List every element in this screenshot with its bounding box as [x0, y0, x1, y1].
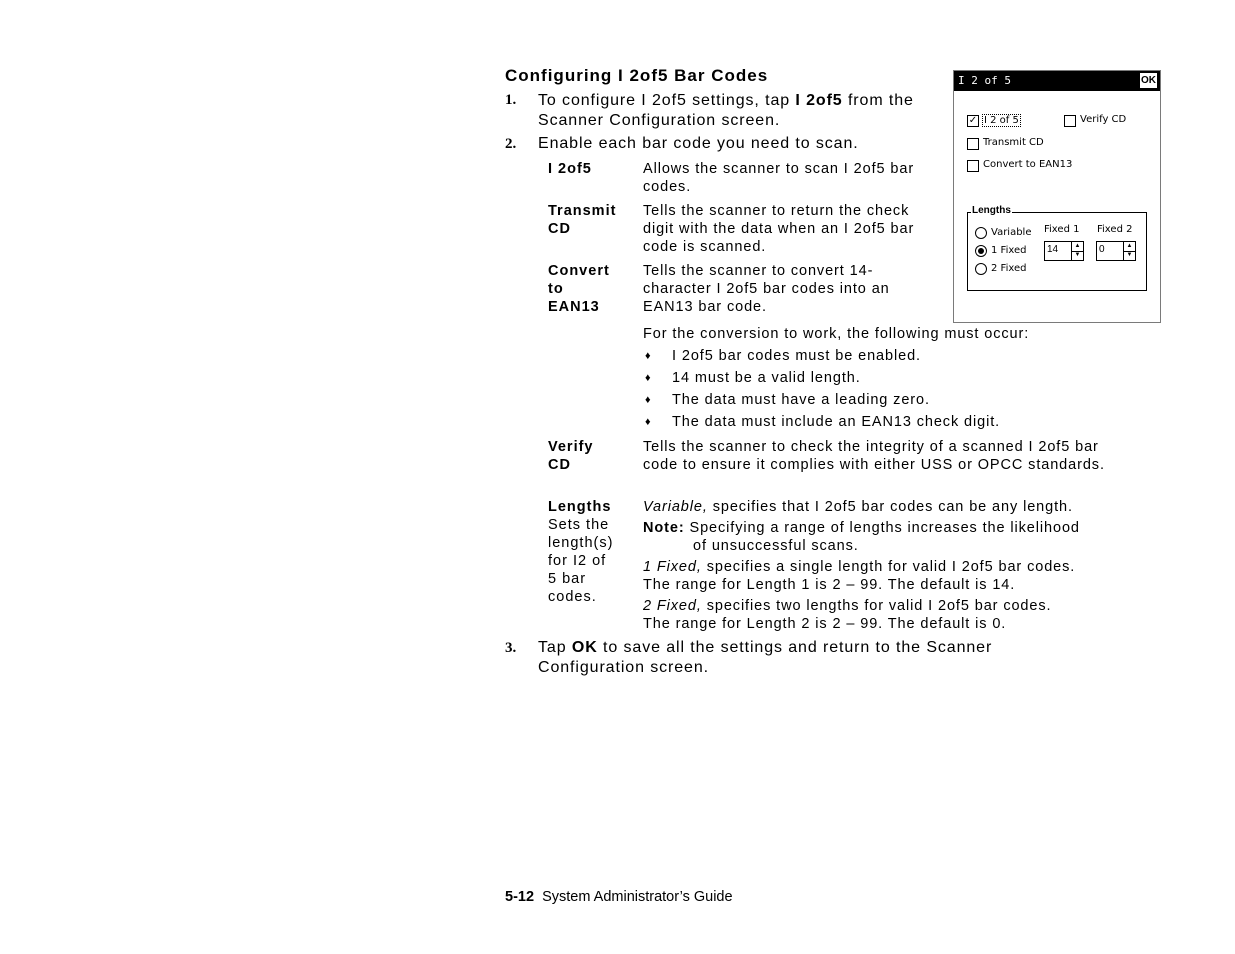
section-title: Configuring I 2of5 Bar Codes: [505, 66, 769, 85]
ok-button[interactable]: OK: [1141, 75, 1156, 86]
term-verify-line1: Verify: [548, 439, 594, 455]
transmit-cd-checkbox[interactable]: [967, 138, 979, 150]
desc-convert-ean13: Tells the scanner to convert 14-character I 2of5 bar codes into an EAN13 bar code.: [643, 263, 890, 315]
fixed1-text: specifies a single length for valid I 2of5 bar codes.: [701, 559, 1076, 575]
bullet-icon: ♦: [645, 394, 651, 406]
term-convert-line1: Convert: [548, 263, 610, 279]
fixed1-radio-label: 1 Fixed: [991, 245, 1027, 256]
fixed2-text: specifies two lengths for valid I 2of5 bar codes.: [701, 598, 1052, 614]
step-1-bold: I 2of5: [795, 92, 843, 109]
bullet-icon: ♦: [645, 350, 651, 362]
note-text: Specifying a range of lengths increases the likelihood: [689, 520, 1080, 536]
page-footer: [505, 889, 733, 905]
term-convert-line3: EAN13: [548, 299, 600, 315]
step-1-text-after: from the Scanner Configuration screen.: [538, 92, 914, 129]
term-transmit-line2: CD: [548, 221, 571, 237]
convert-ean13-checkbox[interactable]: [967, 160, 979, 172]
term-i2of5: I 2of5: [548, 161, 592, 177]
dialog-title-bar: [954, 71, 1160, 91]
term-convert-ean13: [548, 262, 610, 316]
transmit-cd-checkbox-label: Transmit CD: [983, 137, 1044, 148]
page-number: 5-12: [505, 889, 535, 905]
variable-radio-label: Variable: [991, 227, 1032, 238]
term-verify-line2: CD: [548, 457, 571, 473]
footer-text: System Administrator’s Guide: [542, 889, 733, 905]
fixed2-range: The range for Length 2 is 2 – 99. The default is 0.: [643, 616, 1007, 632]
radio-selected-dot: [978, 248, 984, 254]
bullet-item: The data must include an EAN13 check digit.: [672, 414, 1001, 430]
desc-transmit-cd: Tells the scanner to return the check digit with the data when an I 2of5 bar code is scanned.: [643, 203, 915, 255]
verify-cd-checkbox[interactable]: [1064, 115, 1076, 127]
step-2-number: 2.: [505, 136, 517, 152]
note-label: Note:: [643, 520, 685, 536]
bullet-item: 14 must be a valid length.: [672, 370, 861, 386]
desc-verify-cd: Tells the scanner to check the integrity of a scanned I 2of5 bar code to ensure it complies with either USS or OPCC standards.: [643, 439, 1105, 473]
fixed1-spin-buttons: [1071, 242, 1083, 260]
fixed1-radio[interactable]: [975, 245, 987, 257]
bullet-item: The data must have a leading zero.: [672, 392, 930, 408]
dialog-title: I 2 of 5: [958, 74, 1011, 87]
fixed1-term: 1 Fixed,: [643, 559, 702, 575]
conversion-intro: For the conversion to work, the following must occur:: [643, 326, 1030, 342]
note-lengths: [643, 519, 1080, 537]
desc-lengths-fixed2: [643, 597, 1051, 615]
spin-up-icon[interactable]: ▲: [1072, 242, 1083, 252]
fixed2-radio-label: 2 Fixed: [991, 263, 1027, 274]
bullet-icon: ♦: [645, 416, 651, 428]
fixed1-range: The range for Length 1 is 2 – 99. The default is 14.: [643, 577, 1016, 593]
step-3-number: 3.: [505, 640, 517, 656]
fixed1-label: Fixed 1: [1044, 224, 1080, 235]
i2of5-checkbox[interactable]: ✓: [968, 115, 978, 126]
fixed2-radio[interactable]: [975, 263, 987, 275]
lengths-group-label: Lengths: [972, 205, 1011, 216]
step-1-number: 1.: [505, 92, 517, 108]
term-lengths-sub: Sets the: [548, 517, 610, 533]
term-lengths-sub: length(s): [548, 535, 614, 551]
term-lengths: [548, 498, 633, 606]
variable-term: Variable,: [643, 499, 708, 515]
step-3-text-after: to save all the settings and return to the Scanner Configuration screen.: [538, 639, 993, 676]
term-lengths-sub: 5 bar: [548, 571, 587, 587]
step-1-text-before: To configure I 2of5 settings, tap: [538, 92, 796, 109]
step-1-text: [538, 91, 933, 131]
term-verify-cd: [548, 438, 594, 474]
term-transmit-cd: [548, 202, 616, 238]
term-lengths-title: Lengths: [548, 499, 612, 515]
term-lengths-sub: for I2 of: [548, 553, 607, 569]
step-3-text: [538, 638, 1068, 678]
term-transmit-line1: Transmit: [548, 203, 617, 219]
fixed2-label: Fixed 2: [1097, 224, 1133, 235]
fixed1-spinner[interactable]: [1044, 241, 1084, 261]
i2of5-checkbox-label: I 2 of 5: [984, 115, 1019, 126]
desc-lengths-fixed1: [643, 558, 1075, 576]
step-3-text-before: Tap: [538, 639, 572, 656]
step-3-bold: OK: [571, 639, 598, 656]
note-text-continued: of unsuccessful scans.: [693, 538, 859, 554]
variable-radio[interactable]: [975, 227, 987, 239]
desc-i2of5: Allows the scanner to scan I 2of5 bar codes.: [643, 161, 915, 195]
verify-cd-checkbox-label: Verify CD: [1080, 114, 1127, 125]
variable-text: specifies that I 2of5 bar codes can be any length.: [707, 499, 1073, 515]
i2of5-dialog: [953, 70, 1161, 323]
term-convert-line2: to: [548, 281, 564, 297]
fixed2-term: 2 Fixed,: [643, 598, 702, 614]
fixed1-value: 14: [1047, 244, 1059, 255]
bullet-icon: ♦: [645, 372, 651, 384]
convert-ean13-checkbox-label: Convert to EAN13: [983, 159, 1073, 170]
spin-down-icon[interactable]: ▼: [1126, 252, 1133, 258]
fixed2-spinner[interactable]: [1096, 241, 1136, 261]
desc-lengths-variable: [643, 498, 1073, 516]
spin-up-icon[interactable]: ▲: [1124, 242, 1135, 252]
spin-down-icon[interactable]: ▼: [1074, 252, 1081, 258]
step-2-text: Enable each bar code you need to scan.: [538, 135, 859, 152]
fixed2-value: 0: [1099, 244, 1105, 255]
fixed2-spin-buttons: [1123, 242, 1135, 260]
term-lengths-sub: codes.: [548, 589, 597, 605]
bullet-item: I 2of5 bar codes must be enabled.: [672, 348, 921, 364]
